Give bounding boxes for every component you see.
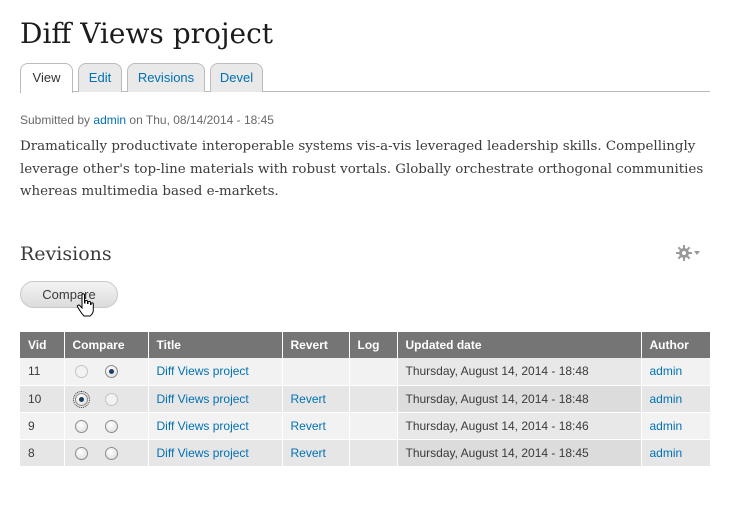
gear-icon xyxy=(675,244,701,262)
compare-left-radio[interactable] xyxy=(73,391,91,405)
title-cell xyxy=(148,385,282,412)
log-cell xyxy=(349,358,397,385)
page-title: Diff Views project xyxy=(20,17,274,50)
submitted-date: on Thu, 08/14/2014 - 18:45 xyxy=(129,113,274,127)
tab-revisions[interactable]: Revisions xyxy=(127,63,205,92)
revision-title-link[interactable]: Diff Views project xyxy=(156,391,249,406)
updated-date-cell: Thursday, August 14, 2014 - 18:45 xyxy=(397,439,641,466)
compare-left-radio[interactable] xyxy=(73,364,91,378)
compare-cell xyxy=(64,358,148,385)
author-cell xyxy=(641,412,710,439)
tab-view[interactable]: View xyxy=(20,63,73,93)
revert-cell xyxy=(282,412,349,439)
title-cell xyxy=(148,358,282,385)
table-row xyxy=(20,385,710,412)
compare-right-radio[interactable] xyxy=(103,391,121,405)
revision-title-link[interactable]: Diff Views project xyxy=(156,445,249,460)
revision-author-link[interactable]: admin xyxy=(649,364,683,379)
title-cell xyxy=(148,412,282,439)
tab-devel[interactable]: Devel xyxy=(210,63,263,92)
compare-cell xyxy=(64,439,148,466)
revert-cell xyxy=(282,439,349,466)
log-cell xyxy=(349,385,397,412)
revisions-table xyxy=(20,332,710,467)
tab-edit[interactable]: Edit xyxy=(78,63,122,92)
chevron-down-icon xyxy=(694,251,700,255)
compare-right-radio[interactable] xyxy=(103,364,121,378)
hand-cursor-icon xyxy=(76,293,96,319)
compare-right-radio[interactable] xyxy=(103,445,121,459)
revision-author-link[interactable]: admin xyxy=(649,418,683,433)
vid-cell: 10 xyxy=(20,385,64,412)
revision-title-link[interactable]: Diff Views project xyxy=(156,364,249,379)
revert-cell xyxy=(282,385,349,412)
column-header-vid: Vid xyxy=(20,332,64,358)
vid-cell: 8 xyxy=(20,439,64,466)
column-header-compare: Compare xyxy=(64,332,148,358)
revision-author-link[interactable]: admin xyxy=(649,445,683,460)
revert-link[interactable]: Revert xyxy=(290,418,326,433)
title-cell xyxy=(148,439,282,466)
revert-link[interactable]: Revert xyxy=(290,391,326,406)
updated-date-cell: Thursday, August 14, 2014 - 18:48 xyxy=(397,358,641,385)
revision-title-link[interactable]: Diff Views project xyxy=(156,418,249,433)
author-cell xyxy=(641,439,710,466)
contextual-links-button[interactable] xyxy=(675,244,701,262)
updated-date-cell: Thursday, August 14, 2014 - 18:48 xyxy=(397,385,641,412)
table-row xyxy=(20,358,710,385)
vid-cell: 11 xyxy=(20,358,64,385)
column-header-updated: Updated date xyxy=(397,332,641,358)
column-header-title: Title xyxy=(148,332,282,358)
node-body: Dramatically productivate interoperable systems vis-a-vis leveraged leadership skills. Compellingly leverage other's top-line materials with robust vortals. Globally orchestrate orthogonal communities whereas multimedia based e-markets. xyxy=(20,139,704,199)
table-row xyxy=(20,412,710,439)
log-cell xyxy=(349,412,397,439)
submitted-info xyxy=(20,113,274,127)
author-cell xyxy=(641,358,710,385)
column-header-revert: Revert xyxy=(282,332,349,358)
compare-left-radio[interactable] xyxy=(73,445,91,459)
column-header-log: Log xyxy=(349,332,397,358)
submitted-prefix: Submitted by xyxy=(20,113,91,127)
revisions-title: Revisions xyxy=(20,243,112,265)
compare-cell xyxy=(64,412,148,439)
compare-right-radio[interactable] xyxy=(103,418,121,432)
revert-cell xyxy=(282,358,349,385)
compare-left-radio[interactable] xyxy=(73,418,91,432)
log-cell xyxy=(349,439,397,466)
author-link[interactable]: admin xyxy=(93,113,127,127)
author-cell xyxy=(641,385,710,412)
table-row xyxy=(20,439,710,466)
revision-author-link[interactable]: admin xyxy=(649,391,683,406)
updated-date-cell: Thursday, August 14, 2014 - 18:46 xyxy=(397,412,641,439)
table-header-row xyxy=(20,332,710,358)
compare-button[interactable]: Compare xyxy=(20,281,118,308)
vid-cell: 9 xyxy=(20,412,64,439)
primary-tabs xyxy=(20,63,710,92)
compare-cell xyxy=(64,385,148,412)
column-header-author: Author xyxy=(641,332,710,358)
revert-link[interactable]: Revert xyxy=(290,445,326,460)
